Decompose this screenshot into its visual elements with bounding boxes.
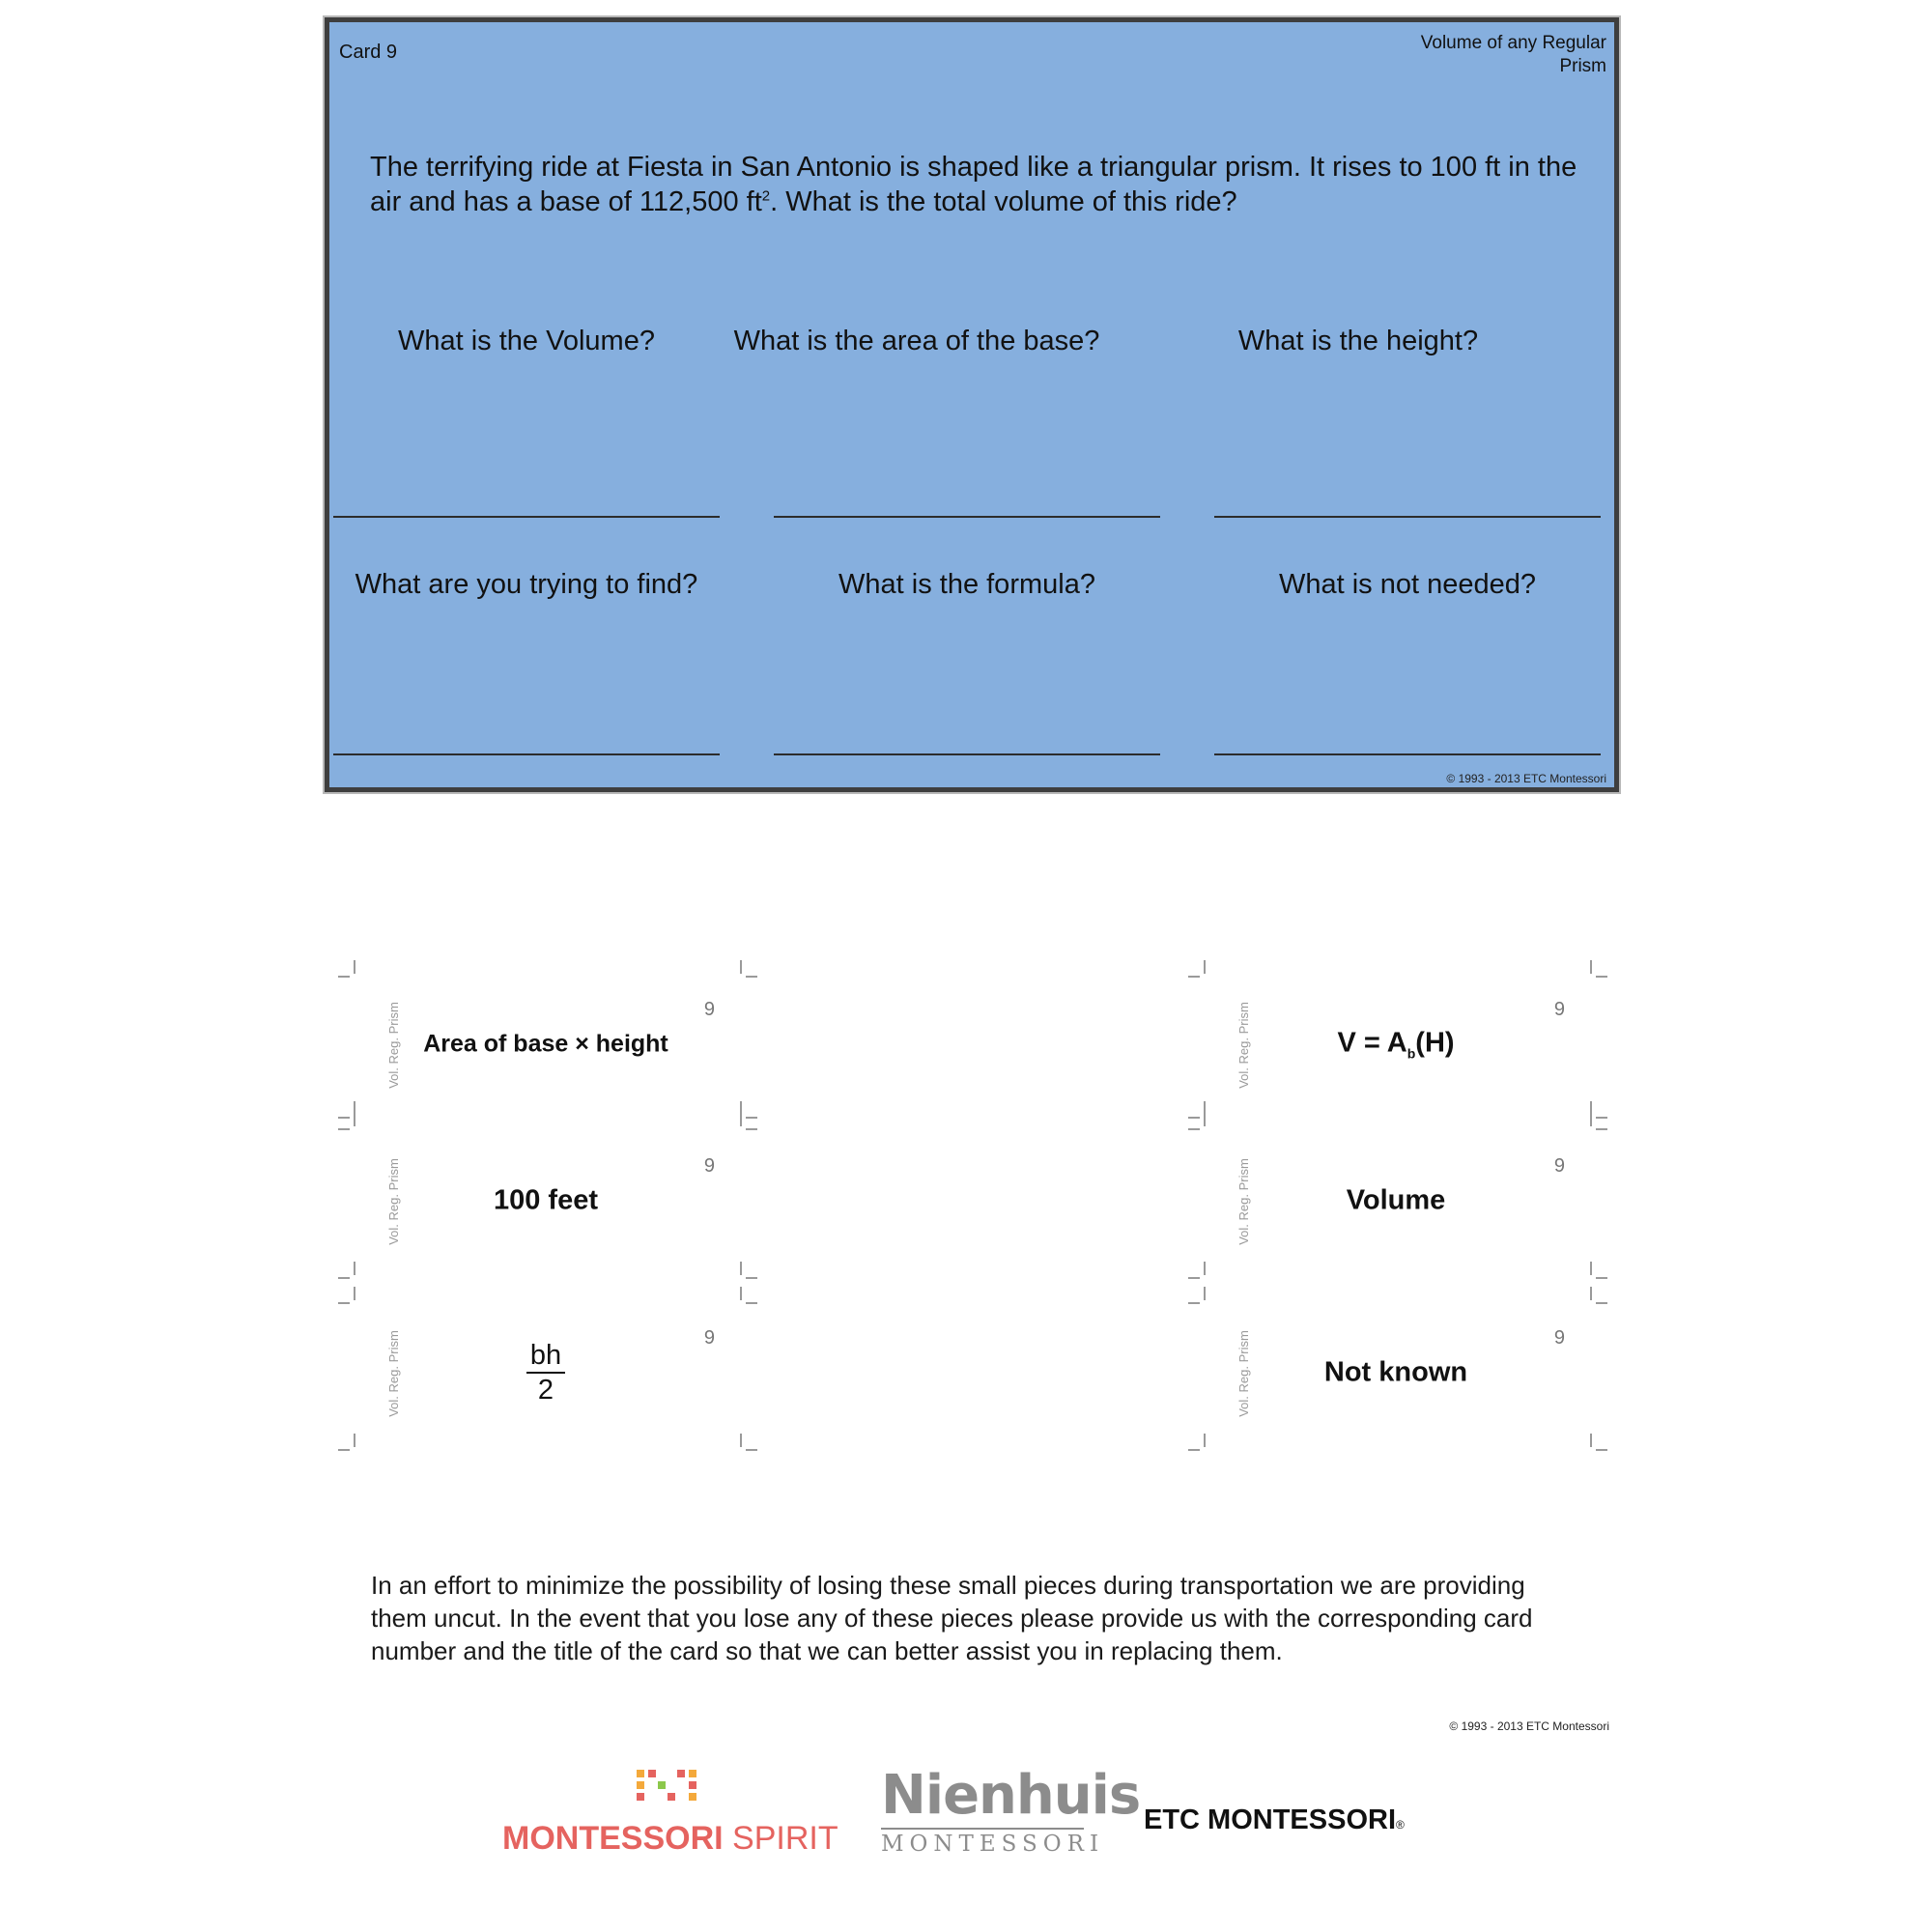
- crop-mark: [1188, 1277, 1200, 1279]
- crop-mark: [338, 1302, 350, 1304]
- label-card-number: 9: [703, 999, 715, 1020]
- nienhuis-subtitle: MONTESSORI: [881, 1828, 1084, 1857]
- etc-montessori-logo: [1144, 1804, 1405, 1836]
- crop-mark: [1596, 976, 1607, 978]
- answer-line-volume[interactable]: [333, 516, 720, 518]
- label-volume[interactable]: [1217, 1140, 1575, 1262]
- fraction-denominator: 2: [537, 1375, 554, 1406]
- question-find: What are you trying to find?: [355, 569, 698, 600]
- card-copyright: © 1993 - 2013 ETC Montessori: [1446, 772, 1606, 785]
- crop-mark: [338, 976, 350, 978]
- crop-mark: [354, 960, 355, 974]
- label-text: [1217, 1028, 1575, 1062]
- fraction-numerator: bh: [526, 1339, 565, 1374]
- label-text: 100 feet: [493, 1184, 598, 1216]
- formula-sub: b: [1406, 1045, 1416, 1062]
- crop-mark: [1596, 1117, 1607, 1119]
- crop-mark: [746, 976, 757, 978]
- label-formula[interactable]: [1217, 983, 1575, 1105]
- crop-mark: [1590, 960, 1592, 974]
- question-not-needed: What is not needed?: [1278, 569, 1536, 600]
- crop-mark: [1204, 960, 1206, 974]
- label-card-number: 9: [1553, 999, 1565, 1020]
- label-card-number: 9: [1553, 1155, 1565, 1177]
- crop-mark: [1188, 1302, 1200, 1304]
- crop-mark: [740, 960, 742, 974]
- card-title-line-1: Volume of any Regular: [1420, 33, 1606, 53]
- crop-mark: [1590, 1434, 1592, 1447]
- problem-text-2: . What is the total volume of this ride?: [770, 186, 1237, 217]
- crop-mark: [354, 1262, 355, 1275]
- label-text: [367, 1339, 724, 1406]
- label-text: Volume: [1346, 1184, 1446, 1216]
- montessori-spirit-logo: [502, 1768, 838, 1858]
- page-copyright: © 1993 - 2013 ETC Montessori: [1449, 1719, 1609, 1733]
- crop-mark: [746, 1117, 757, 1119]
- crop-mark: [740, 1113, 742, 1126]
- montessori-spirit-mark-icon: [635, 1768, 698, 1810]
- answer-line-not-needed[interactable]: [1214, 753, 1601, 755]
- question-base-area: What is the area of the base?: [733, 326, 1100, 356]
- label-side-text: Vol. Reg. Prism: [386, 1002, 401, 1089]
- crop-mark: [1596, 1277, 1607, 1279]
- crop-mark: [1188, 976, 1200, 978]
- crop-mark: [1188, 1449, 1200, 1451]
- fraction-bh-over-2: [526, 1339, 565, 1406]
- card-number: Card 9: [339, 42, 398, 63]
- card-title-line-2: Prism: [1559, 56, 1606, 76]
- crop-mark: [1596, 1449, 1607, 1451]
- montessori-spirit-light: SPIRIT: [723, 1820, 838, 1857]
- label-side-text: Vol. Reg. Prism: [386, 1330, 401, 1417]
- answer-line-find[interactable]: [333, 753, 720, 755]
- answer-line-base-area[interactable]: [774, 516, 1160, 518]
- label-100-feet[interactable]: [367, 1140, 724, 1262]
- crop-mark: [740, 1287, 742, 1300]
- crop-mark: [1204, 1434, 1206, 1447]
- crop-mark: [740, 1262, 742, 1275]
- crop-mark: [1590, 1113, 1592, 1126]
- crop-mark: [746, 1449, 757, 1451]
- formula-main: V = A: [1337, 1027, 1407, 1059]
- uncut-pieces-notice: In an effort to minimize the possibility of losing these small pieces during transportation we are providing them uncut. In the event that you lose any of these pieces please provide us with the corresponding card number and the title of the card so that we can better assist you in replacing them.: [371, 1571, 1533, 1665]
- etc-wordmark: ETC MONTESSORI: [1144, 1804, 1397, 1835]
- crop-mark: [354, 1434, 355, 1447]
- task-card: [325, 17, 1619, 792]
- crop-mark: [354, 1113, 355, 1126]
- label-fraction[interactable]: [367, 1312, 724, 1434]
- question-height: What is the height?: [1237, 326, 1479, 356]
- label-card-number: 9: [703, 1327, 715, 1349]
- crop-mark: [338, 1117, 350, 1119]
- crop-mark: [746, 1277, 757, 1279]
- crop-mark: [338, 1128, 350, 1130]
- problem-text-1: The terrifying ride at Fiesta in San Antonio is shaped like a triangular prism. It rises to 100 ft in the air and has a base of 112,500 ft: [370, 152, 1577, 217]
- label-side-text: Vol. Reg. Prism: [1236, 1002, 1251, 1089]
- label-text: Not known: [1323, 1356, 1468, 1388]
- label-card-number: 9: [703, 1155, 715, 1177]
- crop-mark: [746, 1302, 757, 1304]
- label-not-known[interactable]: [1217, 1312, 1575, 1434]
- nienhuis-logo: [881, 1764, 1141, 1857]
- card-title: [1421, 32, 1606, 78]
- montessori-spirit-bold: MONTESSORI: [502, 1820, 724, 1857]
- crop-mark: [354, 1287, 355, 1300]
- crop-mark: [740, 1434, 742, 1447]
- nienhuis-wordmark: Nienhuis: [881, 1764, 1141, 1827]
- question-formula: What is the formula?: [838, 569, 1095, 600]
- crop-mark: [1188, 1117, 1200, 1119]
- label-text: Area of base × height: [423, 1030, 668, 1058]
- word-problem: [370, 150, 1577, 219]
- label-card-number: 9: [1553, 1327, 1565, 1349]
- problem-exponent: 2: [761, 187, 771, 205]
- crop-mark: [1596, 1128, 1607, 1130]
- formula-tail: (H): [1415, 1027, 1455, 1059]
- crop-mark: [1204, 1262, 1206, 1275]
- crop-mark: [746, 1128, 757, 1130]
- crop-mark: [1590, 1262, 1592, 1275]
- label-side-text: Vol. Reg. Prism: [386, 1158, 401, 1245]
- crop-mark: [338, 1277, 350, 1279]
- label-area-of-base[interactable]: [367, 983, 724, 1105]
- label-side-text: Vol. Reg. Prism: [1236, 1158, 1251, 1245]
- answer-line-formula[interactable]: [774, 753, 1160, 755]
- answer-line-height[interactable]: [1214, 516, 1601, 518]
- crop-mark: [1188, 1128, 1200, 1130]
- label-side-text: Vol. Reg. Prism: [1236, 1330, 1251, 1417]
- etc-registered-mark: ®: [1396, 1818, 1405, 1832]
- crop-mark: [338, 1449, 350, 1451]
- crop-mark: [1596, 1302, 1607, 1304]
- question-volume: What is the Volume?: [398, 326, 655, 356]
- crop-mark: [1204, 1287, 1206, 1300]
- crop-mark: [1204, 1113, 1206, 1126]
- crop-mark: [1590, 1287, 1592, 1300]
